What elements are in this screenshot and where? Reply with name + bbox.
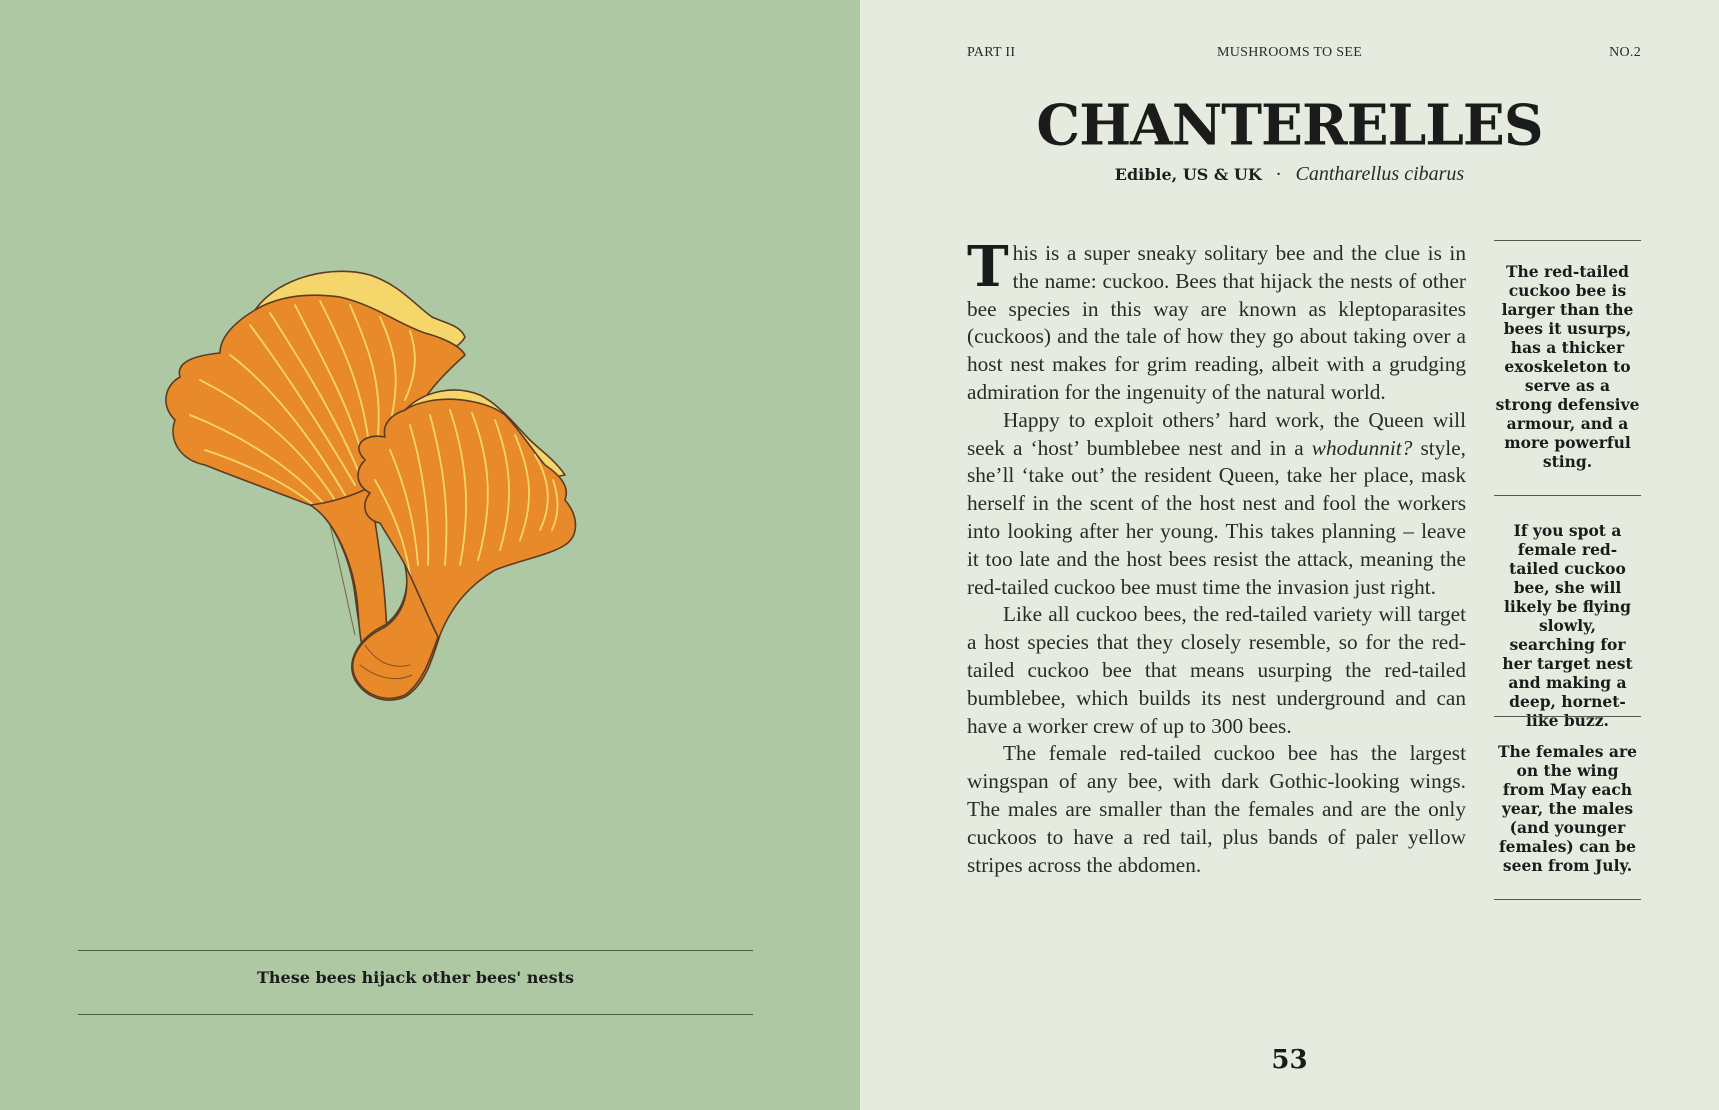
running-head-part: PART II bbox=[967, 45, 1016, 60]
paragraph-2-italic: whodunnit? bbox=[1311, 435, 1413, 460]
paragraph-2-text-b: style, she’ll ‘take out’ the resident Queen, take her place, mask herself in the scent of the host nest and fool the workers into looking after her young. This takes planning – leave it too late and the host bees resist the attack, meaning the red-tailed cuckoo bee must time the invasion just right. bbox=[967, 435, 1466, 599]
paragraph-4: The female red-tailed cuckoo bee has the largest wingspan of any bee, with dark Gothic-looking wings. The males are smaller than the females and are the only cuckoos to have a red tail, plus bands of paler yellow stripes across the abdomen. bbox=[967, 741, 1466, 877]
side-note-rule-2 bbox=[1494, 495, 1641, 496]
body-text bbox=[967, 234, 1466, 879]
caption-top-rule bbox=[78, 950, 753, 951]
side-note-rule-1 bbox=[1494, 240, 1641, 241]
paragraph-1-text: his is a super sneaky solitary bee and the clue is in the name: cuckoo. Bees that hijack the nests of other bee species in this way are known as kleptoparasites (cuckoos) and the tale of how they go about taking over a host nest makes for grim reading, albeit with a grudging admiration for the ingenuity of the natural world. bbox=[967, 241, 1466, 404]
edibility-label: Edible, US & UK bbox=[1114, 165, 1262, 184]
right-page bbox=[860, 0, 1719, 1110]
page-title: CHANTERELLES bbox=[1036, 91, 1543, 158]
subtitle bbox=[860, 163, 1719, 186]
caption-bottom-rule bbox=[78, 1014, 753, 1015]
side-note-1: The red-tailed cuckoo bee is larger than the bees it usurps, has a thicker exoskeleton to serve as a strong defensive armour, and a more powerful sting. bbox=[1495, 262, 1640, 471]
side-note-rule-4 bbox=[1494, 899, 1641, 900]
side-note-2: If you spot a female red-tailed cuckoo bee, she will likely be flying slowly, searching for her target nest and making a deep, hornet-like buzz. bbox=[1502, 521, 1633, 730]
side-note-3: The females are on the wing from May each year, the males (and younger females) can be seen from July. bbox=[1498, 742, 1637, 875]
subtitle-separator: · bbox=[1275, 164, 1282, 185]
paragraph-2 bbox=[967, 407, 1466, 602]
paragraph-2-text-a: Happy to exploit others’ hard work, the Queen will seek a ‘host’ bumblebee nest and in a bbox=[967, 407, 1466, 460]
chanterelle-mushroom-illustration bbox=[160, 265, 650, 735]
paragraph-3: Like all cuckoo bees, the red-tailed variety will target a host species that they closely resemble, so for the red-tailed cuckoo bee that means usurping the red-tailed bumblebee, which builds its nest underground and can have a worker crew of up to 300 bees. bbox=[967, 602, 1466, 738]
drop-cap: T bbox=[967, 234, 1009, 300]
running-head-number: NO.2 bbox=[1609, 45, 1641, 60]
latin-name: Cantharellus cibarus bbox=[1295, 163, 1465, 185]
paragraph-1 bbox=[967, 234, 1466, 407]
running-head-section: MUSHROOMS TO SEE bbox=[1216, 45, 1363, 60]
page-number: 53 bbox=[1271, 1045, 1308, 1075]
illustration-caption: These bees hijack other bees' nests bbox=[257, 968, 574, 987]
side-note-rule-3 bbox=[1494, 716, 1641, 717]
